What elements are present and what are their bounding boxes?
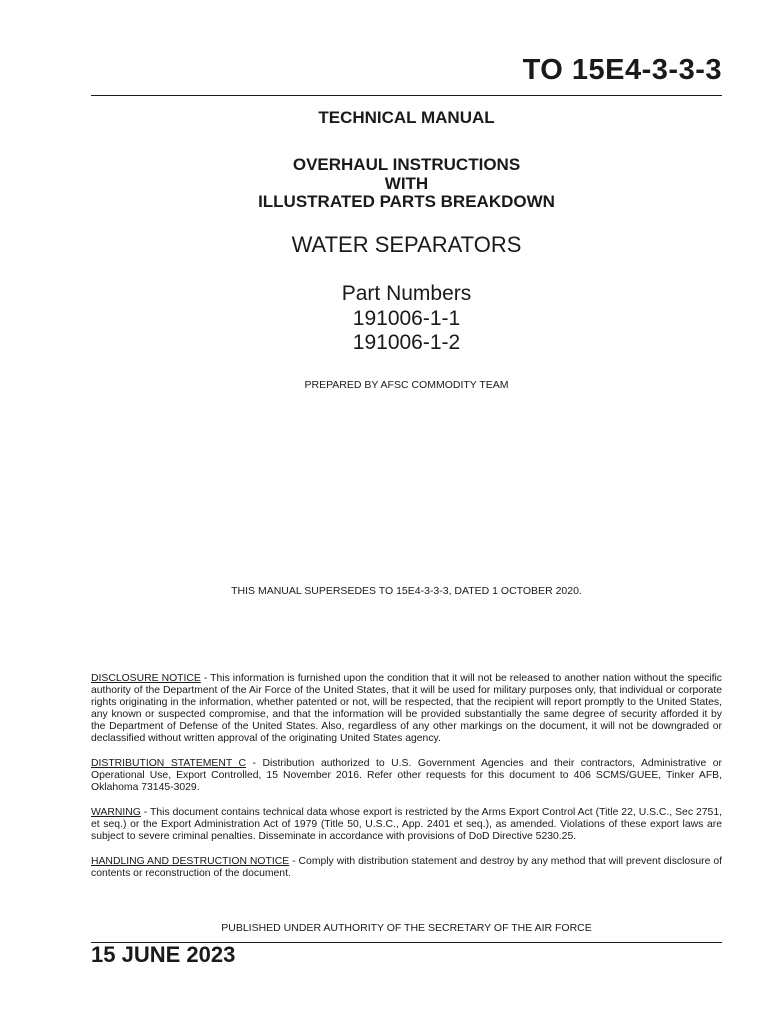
distribution-statement xyxy=(91,758,722,794)
document-number: TO 15E4-3-3-3 xyxy=(522,54,722,86)
notice-text: - Comply with distribution statement and destroy by any method that will prevent disclosure of contents or reconstruction of the document. xyxy=(91,856,723,879)
part-numbers xyxy=(91,282,722,356)
notice-text: - Distribution authorized to U.S. Government Agencies and their contractors, Administrative or Operational Use, Export Controlled, 15 November 2016. Refer other requests for this document to 406 SCMS/GUEE, Tinker AFB, Oklahoma 73145-3029. xyxy=(91,758,722,793)
part-number: 191006-1-2 xyxy=(352,331,461,354)
manual-title-line: WITH xyxy=(384,173,429,193)
notice-text: - This information is furnished upon the condition that it will not be released to another nation without the specific authority of the Department of the Air Force of the United States, that it will be used for military purposes only, that individual or corporate rights originating in the information, whether patented or not, will be respected, that the recipient will report promptly to the United States, any known or suspected compromise, and that the information will be provided substantially the same degree of security afforded it by the Department of Defense of the United States. Also, regardless of any other markings on the document, it will not be downgraded or declassified without written approval of the originating United States agency. xyxy=(91,673,722,744)
part-numbers-label: Part Numbers xyxy=(341,282,472,305)
warning-notice xyxy=(91,807,722,843)
notice-text: - This document contains technical data whose export is restricted by the Arms Export Control Act (Title 22, U.S.C., Sec 2751, et seq.) or the Export Administration Act of 1979 (Title 50, U.S.C., App. 2401 et seq.), as amended. Violations of these export laws are subject to severe criminal penalties. Disseminate in accordance with provisions of DoD Directive 5230.25. xyxy=(91,807,722,842)
handling-destruction-notice xyxy=(91,856,722,880)
notices-section xyxy=(91,673,722,893)
publication-date: 15 JUNE 2023 xyxy=(91,942,236,967)
header-rule xyxy=(91,95,722,96)
disclosure-notice xyxy=(91,673,722,745)
manual-title xyxy=(91,156,722,212)
published-authority: PUBLISHED UNDER AUTHORITY OF THE SECRETARY OF THE AIR FORCE xyxy=(221,922,592,934)
notice-heading: HANDLING AND DESTRUCTION NOTICE xyxy=(91,856,290,867)
manual-type: TECHNICAL MANUAL xyxy=(318,108,495,127)
notice-heading: DISTRIBUTION STATEMENT C xyxy=(91,758,247,769)
prepared-by: PREPARED BY AFSC COMMODITY TEAM xyxy=(304,379,509,391)
supersedes-notice: THIS MANUAL SUPERSEDES TO 15E4-3-3-3, DATED 1 OCTOBER 2020. xyxy=(231,585,582,597)
notice-heading: DISCLOSURE NOTICE xyxy=(91,673,201,684)
manual-title-line: OVERHAUL INSTRUCTIONS xyxy=(292,155,521,174)
notice-heading: WARNING xyxy=(91,807,141,818)
part-number: 191006-1-1 xyxy=(352,306,461,330)
manual-title-line: ILLUSTRATED PARTS BREAKDOWN xyxy=(258,192,555,211)
equipment-name: WATER SEPARATORS xyxy=(291,232,522,257)
